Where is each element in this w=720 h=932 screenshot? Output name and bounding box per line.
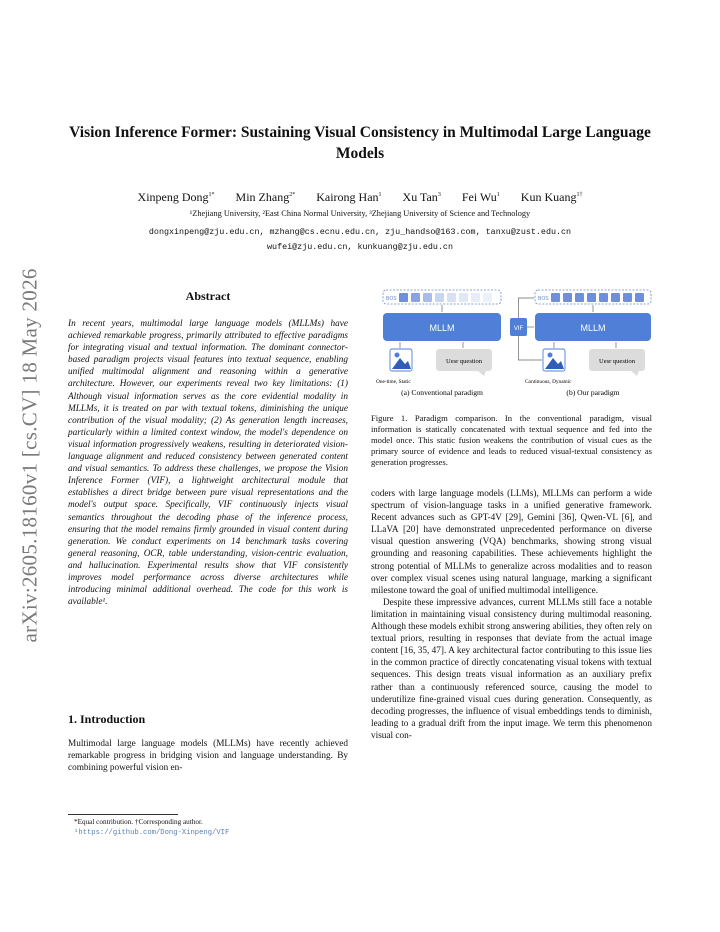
email-line: wufei@zju.edu.cn, kunkuang@zju.edu.cn	[267, 242, 453, 252]
footnote-code-link[interactable]: ¹https://github.com/Dong-Xinpeng/VIF	[74, 829, 230, 837]
token	[563, 293, 572, 302]
author: Fei Wu$^1$	[461, 190, 500, 204]
subcaption-a: (a) Conventional paradigm	[401, 388, 483, 397]
footnote-contribution: *Equal contribution. †Corresponding author.	[74, 818, 203, 826]
author: Xu Tan$^3$	[402, 190, 441, 204]
token	[551, 293, 560, 302]
author: Min Zhang$^{2*}$	[235, 190, 296, 204]
author: Xinpeng Dong$^{1*}$	[137, 190, 215, 204]
token	[635, 293, 644, 302]
vif-label: VIF	[513, 326, 524, 332]
token	[435, 293, 444, 302]
token	[599, 293, 608, 302]
token	[471, 293, 480, 302]
author-emails	[60, 225, 660, 255]
static-tag: One-time, Static	[376, 379, 411, 385]
token	[447, 293, 456, 302]
token	[411, 293, 420, 302]
intro-right-column	[371, 488, 652, 742]
mllm-label: MLLM	[429, 323, 455, 333]
token	[399, 293, 408, 302]
email-line: dongxinpeng@zju.edu.cn, mzhang@cs.ecnu.edu.cn, zju_handso@163.com, tanxu@zust.edu.cn	[148, 227, 572, 237]
token	[611, 293, 620, 302]
abstract-body: In recent years, multimodal large language models (MLLMs) have achieved remarkable progress, primarily attributed to effective paradigms for integrating visual and textual information. The dominant connector-based paradigm projects visual features into textual sequence, enabling unified multimodal alignment and reasoning within a generative architecture. However, our experiments reveal two key limitations: (1) Although visual information serves as the core evidential modality in MLLMs, it is treated on par with textual tokens, diminishing the unique contribution of the visual modality; (2) As generation length increases, particularly within a limited context window, the model's dependence on visual information progressively weakens, resulting in deteriorated vision-language alignment and reduced consistency between generated content and visual semantics. To address these challenges, we propose the Vision Inference Former (VIF), a lightweight architectural module that establishes a direct bridge between pure visual representations and the model's output space. Specifically, VIF continuously injects visual semantics throughout the decoding phase of the inference process, ensuring that the model remains firmly grounded in visual content during generation. We conduct experiments on 14 benchmark tasks covering general reasoning, OCR, table understanding, vision-centric evaluation, and hallucination. Experimental results show that VIF consistently improves model performance across diverse architectures while introducing minimal additional overhead. The code for this work is available¹.	[68, 319, 348, 608]
token	[483, 293, 492, 302]
paper-title: Vision Inference Former: Sustaining Visual Consistency in Multimodal Large Language Models	[69, 124, 651, 162]
intro-paragraph: Multimodal large language models (MLLMs) have recently achieved remarkable progress in bridging vision and language understanding. By combining powerful vision en-	[68, 739, 348, 774]
bos-label: BOS	[386, 296, 397, 302]
question-label: Uesr question	[599, 358, 635, 365]
token	[459, 293, 468, 302]
abstract-heading: Abstract	[185, 289, 231, 303]
intro-paragraph: coders with large language models (LLMs), MLLMs can perform a wide spectrum of vision-language tasks in a unified generative framework. Recent advances such as GPT-4V [29], Gemini [36], Qwen-VL [6], and LLaVA [20] have demonstrated unprecedented performance on diverse visual question answering (VQA) benchmarks, showing strong visual grounding and reasoning capabilities. These achievements highlight the strong potential of MLLMs to generalize across modalities and to reason over complex visual scenes using natural language, marking a significant milestone toward the goal of unified multimodal intelligence.	[371, 489, 652, 596]
author: Kairong Han$^1$	[316, 190, 382, 204]
section-heading: 1. Introduction	[68, 712, 146, 726]
figure-caption: Figure 1. Paradigm comparison. In the conventional paradigm, visual information is statically concatenated with textual sequence and fed into the model once. This static fusion weakens the contribution of visual cues as the primary source of evidence and leads to reduced visual-textual consistency as generation progresses.	[371, 413, 652, 467]
question-label: Uesr question	[446, 358, 482, 365]
token	[623, 293, 632, 302]
token	[575, 293, 584, 302]
author-list	[60, 190, 660, 205]
arxiv-identifier: arXiv:2605.18160v1 [cs.CV] 18 May 2026	[17, 268, 42, 643]
dynamic-tag: Continuous, Dynamic	[525, 379, 572, 385]
bos-label: BOS	[538, 296, 549, 302]
footnote-rule	[68, 814, 178, 815]
paradigm-figure	[370, 286, 654, 404]
mllm-label: MLLM	[580, 323, 606, 333]
subcaption-b: (b) Our paradigm	[566, 388, 620, 397]
intro-paragraph: Despite these impressive advances, current MLLMs still face a notable limitation in maintaining visual consistency during multimodal reasoning. Although these models exhibit strong answering abilities, they often rely on textual priors, resulting in responses that deviate from the actual image content [16, 35, 47]. A key architectural factor contributing to this issue lies in the common practice of directly concatenating visual tokens with textual sequences. This design treats visual information as an auxiliary prefix rather than a continuously referenced source, causing the model to underutilize fine-grained visual cues during generation. Consequently, as decoding progresses, the influence of visual embeddings tends to diminish, leading to a gradual drift from the input image. We term this phenomenon visual con-	[371, 597, 652, 741]
author: Kun Kuang$^{1\dagger}$	[520, 190, 583, 204]
token	[423, 293, 432, 302]
token	[587, 293, 596, 302]
affiliations: ¹Zhejiang University, ²East China Normal University, ³Zhejiang University of Science and Technology	[189, 209, 531, 218]
